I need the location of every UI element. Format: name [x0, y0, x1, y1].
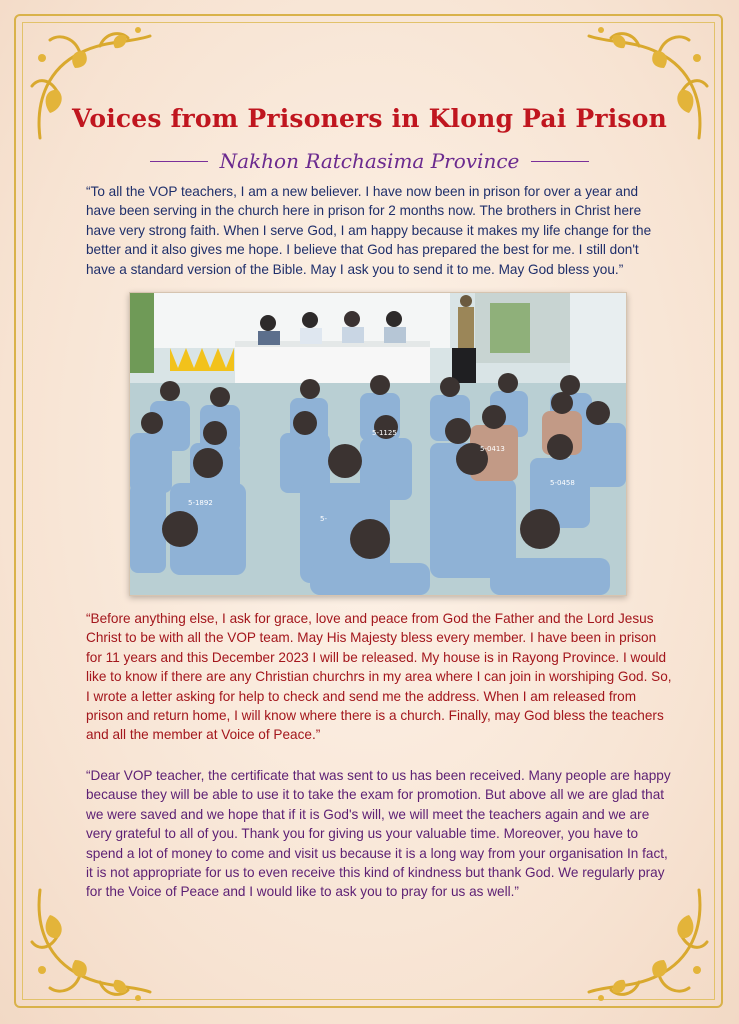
shirt-number-5: 5-	[320, 515, 327, 523]
page-title: Voices from Prisoners in Klong Pai Prison	[72, 104, 667, 133]
subtitle-rule-left	[150, 161, 208, 162]
subtitle-rule-right	[531, 161, 589, 162]
shirt-number-2: 5-0458	[550, 479, 575, 487]
testimony-paragraph-2: “Before anything else, I ask for grace, love and peace from God the Father and the Lord Jesus Christ to be with all the VOP team. May His Majesty bless every member. I have been in prison for 11 years and this December 2023 I will be released. My house is in Rayong Province. I would like to know if there are any Christian churchrs in my area where I can join in worshiping God. So, I wrote a letter asking for help to check and send me the address. When I am released from prison and return home, I will know where there is a church. Finally, may God bless the teachers and all the member at Voice of Peace.”	[86, 611, 672, 743]
shirt-number-1: 5-1892	[188, 499, 213, 507]
subtitle-row	[0, 147, 739, 175]
page-subtitle: Nakhon Ratchasima Province	[219, 149, 520, 173]
prison-gathering-photo	[129, 292, 627, 596]
testimony-paragraph-1: “To all the VOP teachers, I am a new believer. I have now been in prison for over a year and have been serving in the church here in prison for 2 months now. The brothers in Christ here have very strong faith. When I serve God, I am happy because it makes my life change for the better and it also gives me hope. I believe that God has prepared the best for me. I still don't have a standard version of the Bible. May I ask you to send it to me. May God bless you.”	[86, 184, 652, 277]
shirt-number-3: 5-0413	[480, 445, 505, 453]
testimony-paragraph-3: “Dear VOP teacher, the certificate that was sent to us has been received. Many people are happy because they will be able to use it to take the exam for promotion. But above all we are glad that we were saved and we hope that if it is God's will, we will meet the teachers again and we are very grateful to all of you. Thank you for giving us your valuable time. Moreover, you have to spend a lot of money to come and visit us because it is a long way from your organisation In fact, it is not appropriate for us to even receive this kind of kindness but thank God. We regularly pray for the Voice of Peace and I would like to ask you to pray for us as well.”	[86, 768, 671, 900]
shirt-number-4: 5-1125	[372, 429, 397, 437]
